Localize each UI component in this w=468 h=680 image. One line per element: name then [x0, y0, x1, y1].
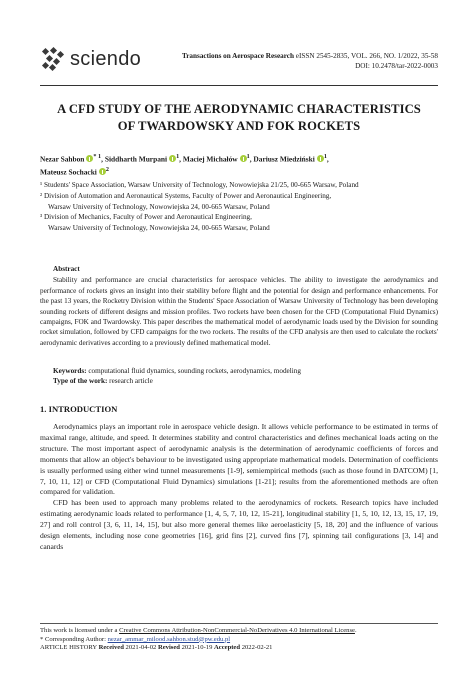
orcid-icon[interactable] [86, 155, 93, 162]
publisher-logo [40, 46, 141, 72]
page-header [40, 40, 438, 86]
sciendo-logo-icon [40, 46, 66, 72]
orcid-icon[interactable] [169, 155, 176, 162]
received-date: 2021-04-02 [125, 644, 157, 652]
revised-label: Revised [157, 644, 180, 652]
license-link[interactable]: Creative Commons Attribution-NonCommercial-NoDerivatives 4.0 International License [119, 627, 355, 634]
author-sup: 2 [105, 166, 109, 173]
orcid-icon[interactable] [317, 155, 324, 162]
logo-text: sciendo [70, 47, 142, 70]
title-line-2: OF TWARDOWSKY AND FOK ROCKETS [117, 119, 361, 133]
footnote [40, 623, 438, 653]
history-label: ARTICLE HISTORY [40, 644, 97, 652]
revised-date: 2021-10-19 [181, 644, 213, 652]
title-line-1: A CFD STUDY OF THE AERODYNAMIC CHARACTERISTICS [57, 102, 421, 116]
orcid-icon[interactable] [99, 168, 106, 175]
author-name: Dariusz Miedziński [253, 154, 315, 164]
affiliation-3-cont: Warsaw University of Technology, Nowowiejska 24, 00-665 Warsaw, Poland [48, 224, 270, 233]
affiliation-1: ¹ Students' Space Association, Warsaw University of Technology, Nowowiejska 21/25, 00-665 Warsaw, Poland [40, 181, 359, 189]
license-prefix: This work is licensed under a [40, 627, 120, 634]
keywords-value: computational fluid dynamics, sounding rockets, aerodynamics, modeling [88, 367, 301, 375]
author-sup: 1 [246, 154, 250, 160]
paragraph: Aerodynamics plays an important role in aerospace vehicle design. It allows vehicle performance to be estimated in terms of maximal range, altitude, and speed. It determines stability and control characteristics and defines mechanical loads acting on the structure. The most important aspect of aerodynamic analysis is the determination of aerodynamic coefficients of forces and moments that allow an object's behaviour to be investigated using appropriate mathematical models. Determination of coefficients is usually performed using either wind tunnel measurements [1-9], semiempirical methods (such as those found in DATCOM) [1, 7, 10, 11, 12] or CFD (Computational Fluid Dynamics) simulations [1-21]; results from the aforementioned methods are often compared for validation. [40, 422, 438, 497]
accepted-label: Accepted [214, 644, 241, 652]
journal-info [182, 51, 438, 71]
orcid-icon[interactable] [240, 155, 247, 162]
accepted-date: 2022-02-21 [241, 644, 273, 652]
abstract [40, 264, 438, 348]
affiliation-list [40, 180, 438, 234]
work-type-label: Type of the work: [53, 377, 108, 386]
abstract-label: Abstract [53, 265, 80, 273]
author-sup: 1 [176, 154, 180, 160]
journal-issn: eISSN 2545-2835, VOL. 266, NO. 1/2022, 35-58 [295, 52, 438, 60]
author-list: Nezar Sahbon $^{* 1}$, Siddharth Murpani $^1$, Maciej Michałów $^1$, Dariusz Miedziński $^1$, Mateusz Sochacki $^2$ [40, 154, 329, 177]
work-type-value: research article [109, 377, 153, 386]
section-heading: 1. INTRODUCTION [40, 404, 118, 414]
received-label: Received [98, 644, 124, 652]
author-sup: * 1 [93, 154, 102, 160]
body-text [40, 422, 438, 553]
author-name: Mateusz Sochacki [40, 167, 97, 177]
author-name: Maciej Michałów [182, 154, 238, 164]
license-suffix: . [354, 627, 357, 634]
paragraph: CFD has been used to approach many problems related to the aerodynamics of rockets. Research topics have included estimating aerodynamic loads related to performance [1, 4, 5, 7, 10, 12, 15-21], longitudinal stability [1, 5, 10, 12, 13, 15, 17, 19, 27] and roll control [3, 6, 11, 14, 15], but also more general themes like aeroelasticity [5, 18, 20] and the influence of various design elements, including nose cone geometries [16], grid fins [2], curved fins [7], spinning tail configurations [3, 14] and canards [40, 498, 438, 551]
keywords-block [53, 366, 438, 387]
affiliation-2: ² Division of Automation and Aeronautical Systems, Faculty of Power and Aeronautical Engineering, [40, 191, 332, 200]
author-name: Siddharth Murpani [104, 154, 168, 164]
journal-name: Transactions on Aerospace Research [181, 52, 294, 60]
article-doi: DOI: 10.2478/tar-2022-0003 [355, 62, 438, 70]
corresponding-email[interactable]: nezar_ammar_milood.sahbon.stud@pw.edu.pl [107, 635, 231, 643]
affiliation-3: ³ Division of Mechanics, Faculty of Power and Aeronautical Engineering, [40, 213, 252, 222]
article-title [40, 101, 438, 135]
affiliation-2-cont: Warsaw University of Technology, Nowowiejska 24, 00-665 Warsaw, Poland [48, 202, 270, 211]
abstract-text: Stability and performance are crucial characteristics for aerospace vehicles. The ability to investigate the aerodynamics and performance of rockets gives an insight into their stability before flight and the potential for design and performance enhancements. For the past 13 years, the Rocketry Division within the Students' Space Association of Warsaw University of Technology has been developing sounding rockets of different designs and mission profiles. Two rockets have been chosen for the CFD (Computational Fluid Dynamics) campaigns, FOK and Twardowsky. This paper describes the mathematical model of aerodynamic loads used by the Division for sounding rocket simulation, followed by CFD campaigns for the two rockets. The results of the CFD analysis are then used to calculate the rockets' aerodynamic derivatives according to a previously defined mathematical model. [40, 276, 438, 347]
corresponding-label: * Corresponding Author: [40, 635, 108, 643]
author-name: Nezar Sahbon [40, 154, 85, 164]
keywords-label: Keywords: [53, 367, 87, 375]
author-sup: 1 [323, 154, 327, 160]
